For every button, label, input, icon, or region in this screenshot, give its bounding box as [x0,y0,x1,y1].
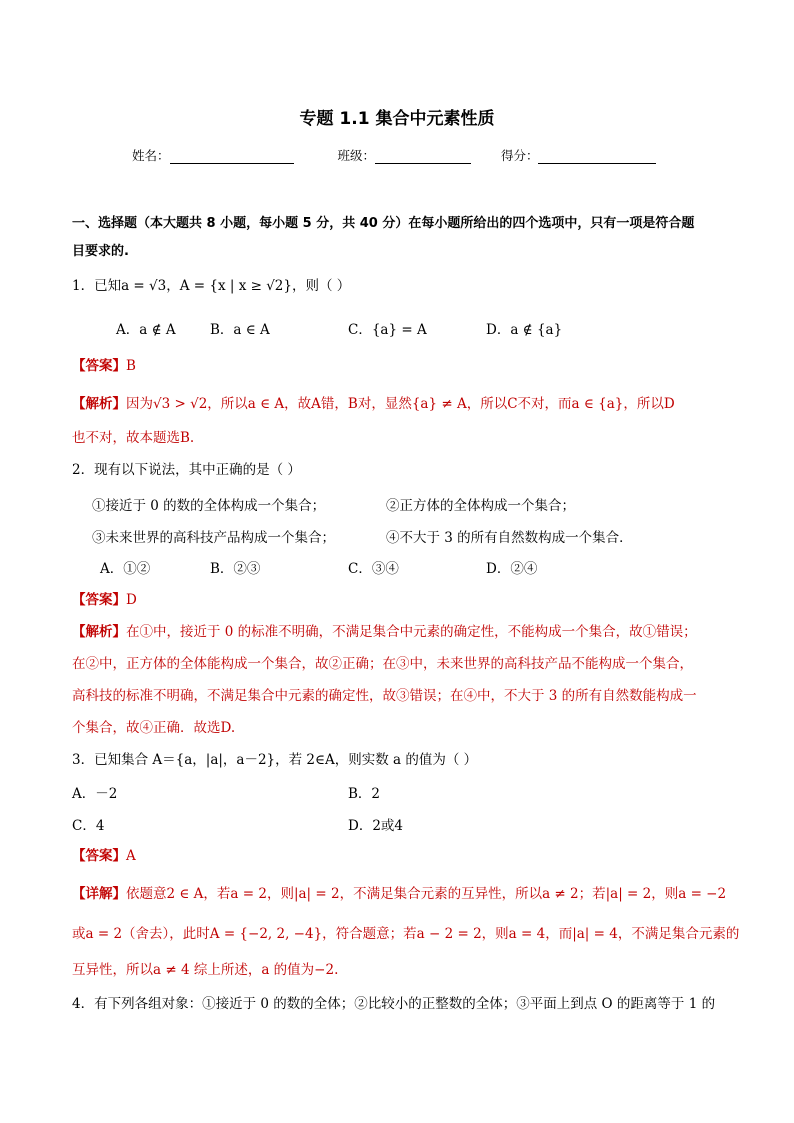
q1-answer-value: B [126,358,136,374]
section-heading-line1: 一、选择题（本大题共 8 小题，每小题 5 分，共 40 分）在每小题所给出的四个选项中，只有一项是符合题 [72,216,695,231]
q3-answer [72,846,136,866]
q3-option-b: B．2 [348,786,381,802]
q3-detail-line2: 或a = 2（舍去），此时A = {−2, 2, −4}，符合题意；若a − 2 = 2，则a = 4，而|a| = 4，不满足集合元素的 [72,926,740,942]
q3-detail-tag: 【详解】 [72,886,126,902]
q1-stem: 1．已知a = √3，A = {x | x ≥ √2}，则（ ） [72,278,351,294]
q2-analysis-line2: 在②中，正方体的全体能构成一个集合，故②正确；在③中，未来世界的高科技产品不能构成一个集合， [72,656,693,672]
q3-option-c: C．4 [72,818,105,834]
name-label: 姓名： [132,148,170,163]
q2-answer [72,590,137,610]
score-label: 得分： [500,148,539,163]
q2-answer-value: D [126,592,137,608]
q1-option-b: B．a ∈ A [210,322,270,338]
q4-stem: 4．有下列各组对象：①接近于 0 的数的全体；②比较小的正整数的全体；③平面上到点 O 的距离等于 1 的 [72,996,716,1012]
q2-analysis-text1: 在①中，接近于 0 的标准不明确，不满足集合中元素的确定性，不能构成一个集合，故①错误； [126,624,697,640]
q3-detail-line3: 互异性，所以a ≠ 4 综上所述，a 的值为−2. [72,962,339,978]
q2-option-c: C．③④ [348,561,399,577]
q2-analysis-tag: 【解析】 [72,624,126,640]
q2-item-4: ④不大于 3 的所有自然数构成一个集合． [386,530,633,546]
q2-answer-tag: 【答案】 [72,592,126,608]
page-title: 专题 1.1 集合中元素性质 [299,109,495,129]
q2-stem: 2．现有以下说法，其中正确的是（ ） [72,462,301,478]
q3-detail-line1 [72,884,726,904]
q3-option-a: A．－2 [72,786,118,802]
section-heading-line2: 目要求的. [72,244,129,259]
q2-analysis-line1 [72,622,697,642]
q1-analysis-line2: 也不对，故本题选B. [72,430,195,446]
q3-option-d: D．2或4 [348,818,404,834]
q2-option-b: B．②③ [210,561,261,577]
q1-analysis-line1 [72,394,675,414]
q1-analysis-tag: 【解析】 [72,396,126,412]
name-blank[interactable] [170,149,294,164]
score-blank[interactable] [538,149,656,164]
q3-detail-text1: 依题意2 ∈ A，若a = 2，则|a| = 2，不满足集合元素的互异性，所以a ≠ 2；若|a| = 2，则a = −2 [126,886,727,902]
q2-analysis-line3: 高科技的标准不明确，不满足集合中元素的确定性，故③错误；在④中，不大于 3 的所有自然数能构成一 [72,688,697,704]
q1-option-c: C．{a} = A [348,322,427,338]
q2-item-3: ③未来世界的高科技产品构成一个集合； [92,530,335,546]
class-label: 班级： [337,148,375,163]
q1-option-a: A．a ∉ A [116,322,176,338]
class-blank[interactable] [375,149,471,164]
q1-option-d: D．a ∉ {a} [486,322,563,338]
q2-item-1: ①接近于 0 的数的全体构成一个集合； [92,498,326,514]
q3-answer-value: A [126,848,136,864]
header-fields [132,146,656,164]
q2-item-2: ②正方体的全体构成一个集合； [386,498,575,514]
q3-stem: 3．已知集合 A＝{a，|a|，a－2}，若 2∈A，则实数 a 的值为（ ） [72,752,478,768]
q2-option-d: D．②④ [486,561,538,577]
q2-option-a: A．①② [100,561,151,577]
q2-analysis-line4: 个集合，故④正确．故选D. [72,720,236,736]
q1-analysis-text1: 因为√3 > √2，所以a ∈ A，故A错，B对，显然{a} ≠ A，所以C不对，而a ∈ {a}，所以D [126,396,675,412]
q1-answer-tag: 【答案】 [72,358,126,374]
q3-answer-tag: 【答案】 [72,848,126,864]
q1-answer [72,356,136,376]
